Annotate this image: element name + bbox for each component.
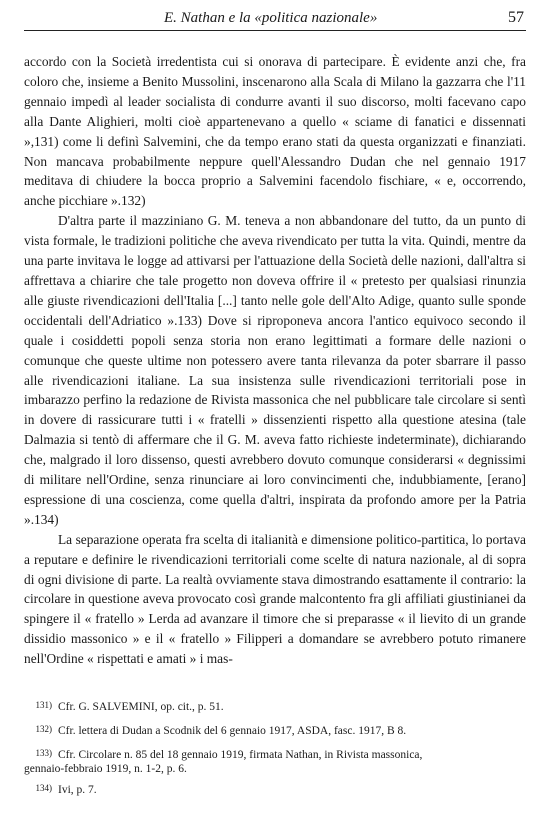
paragraph-3: La separazione operata fra scelta di italianità e dimensione politico-partitica, lo portava a reputare e definire le rivendicazioni territoriali come scelte di natura nazionale, al di sopra di ogni divisione di parte. La realtà ovviamente stava dimostrando esattamente il contrario: la circolare in questione aveva provocato così grande malcontento fra gli affiliati giustinianei da spingere il « fratello » Lerda ad avanzare il timore che si preparasse « il lievito di un grande dissidio massonico » e il « fratello » Filipperi a domandare se avrebbero potuto rimanere nell'Ordine « rispettati e amati » i mas- — [24, 531, 526, 667]
running-title: E. Nathan e la «politica nazionale» — [164, 10, 378, 26]
footnote-text: Cfr. lettera di Dudan a Scodnik del 6 gennaio 1917, ASDA, fasc. 1917, B 8. — [58, 725, 407, 737]
footnote-continuation: gennaio-febbraio 1919, n. 1-2, p. 6. — [24, 763, 187, 775]
body-text — [24, 52, 526, 669]
footnote-131 — [24, 694, 526, 718]
footnote-number: 134) — [35, 783, 52, 793]
paragraph-2: D'altra parte il mazziniano G. M. teneva a non abbandonare del tutto, da un punto di vista formale, le tradizioni politiche che aveva rivendicato per tutta la vita. Quindi, mentre da una parte invitava le logge ad attivarsi per l'attuazione della Società delle nazioni, dall'altra si affrettava a chiarire che tale progetto non doveva offrire il « pretesto per qualsiasi rinunzia alle giuste rivendicazioni dell'Italia [...] tanto nelle gole dell'Alto Adige, quanto sulle sponde occidentali dell'Adriatico ».133) Dove si riproponeva ancora l'antico equivoco secondo il quale i cosiddetti popoli senza storia non erano legittimati a formare delle nazioni o comunque che queste ultime non potessero avere tanta rilevanza da poter sbarrare il passo alle rivendicazioni italiane. La sua insistenza sulle rivendicazioni territoriali pose in imbarazzo perfino la redazione de Rivista massonica che nel pubblicare tale circolare si sentì in dovere di rassicurare tutti i « fratelli » dissenzienti rispetto alla questione atesina (tale Dalmazia si tentò di affermare che il G. M. aveva fatto richieste indeterminate), dichiarando che, malgrado il loro dissenso, questi avrebbero dovuto comunque considerarsi « degnissimi di militare nell'Ordine, senza rinunciare ai loro convincimenti che, indubbiamente, [erano] espressione di una coscienza, come quella d'altri, inspirata da profondo amore per la Patria ».134) — [24, 213, 526, 527]
footnote-134 — [24, 777, 526, 801]
footnotes — [24, 694, 526, 801]
page-header — [24, 8, 526, 31]
footnote-132 — [24, 718, 526, 742]
footnote-text: Ivi, p. 7. — [58, 784, 97, 796]
footnote-text: Cfr. G. SALVEMINI, op. cit., p. 51. — [58, 701, 224, 713]
page-number: 57 — [508, 9, 524, 26]
footnote-number: 132) — [35, 724, 52, 734]
footnote-number: 133) — [35, 748, 52, 758]
footnote-133 — [24, 742, 526, 777]
footnote-text: Cfr. Circolare n. 85 del 18 gennaio 1919, firmata Nathan, in Rivista massonica, — [58, 749, 423, 761]
paragraph-1: accordo con la Società irredentista cui si onorava di partecipare. È evidente anzi che, fra coloro che, insieme a Benito Mussolini, inscenarono alla Scala di Milano la gazzarra che l'11 gennaio impedì al leader socialista di condurre avanti il suo discorso, molti facevano capo alla Dante Alighieri, molti cioè appartenevano a quello « sciame di fanatici e dissennati »,131) come li definì Salvemini, che da tempo erano stati da questa organizzati e finanziati. Non mancava probabilmente neppure quell'Alessandro Dudan che nel gennaio 1917 meditava di chiudere la bocca proprio a Salvemini facendolo fischiare, « e, occorrendo, anche picchiare ».132) — [24, 54, 526, 209]
footnote-number: 131) — [35, 700, 52, 710]
